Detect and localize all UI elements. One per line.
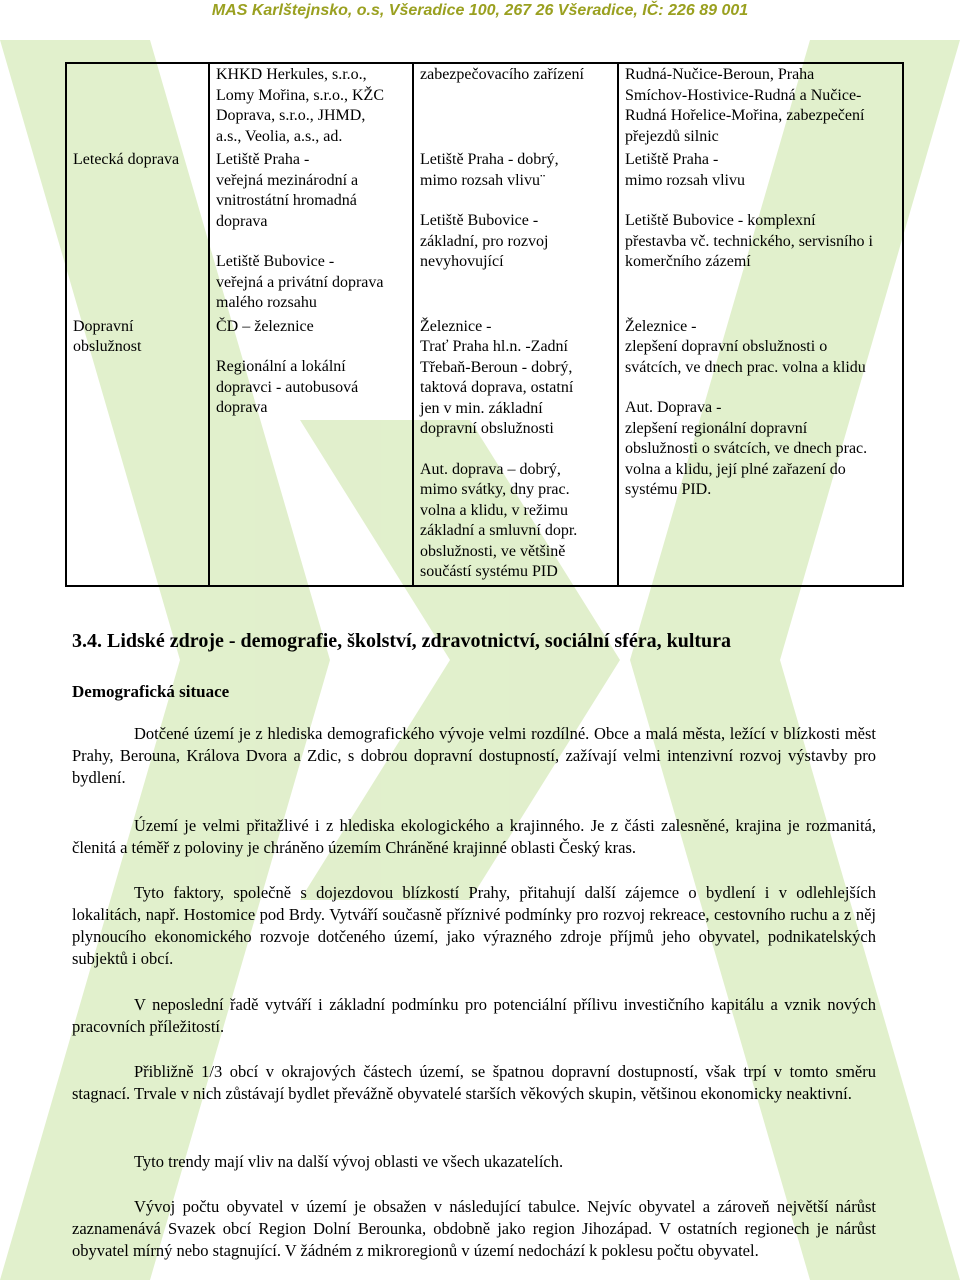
- table-cell: ČD – železnice Regionální a lokální dopravci - autobusová doprava: [209, 316, 413, 586]
- paragraph: Přibližně 1/3 obcí v okrajových částech území, se špatnou dopravní dostupností, však trpí v tomto směru stagnací. Trvale v nich zůstávají bydlet převážně obyvatelé starších věkových skupin, většinou ekonomicky neaktivní.: [72, 1062, 876, 1103]
- table-cell: KHKD Herkules, s.r.o., Lomy Mořina, s.r.o., KŽC Doprava, s.r.o., JHMD, a.s., Veolia, a.s., ad.: [209, 63, 413, 149]
- paragraph: Tyto faktory, společně s dojezdovou blízkostí Prahy, přitahují další zájemce o bydlení i v odlehlejších lokalitách, např. Hostomice pod Brdy. Vytváří současně příznivé podmínky pro rozvoj rekreace, cestovního ruchu a z něj plynoucího ekonomického rozvoje dotčeného území, jako výrazného zdroje příjmů jeho obyvatel, podnikatelských subjektů i obcí.: [72, 883, 876, 968]
- table-cell-category: Dopravní obslužnost: [66, 316, 209, 586]
- table-cell: Letiště Praha - mimo rozsah vlivu Letiště Bubovice - komplexní přestavba vč. technického, servisního i komerčního zázemí: [618, 149, 903, 316]
- table-cell: Železnice - Trať Praha hl.n. -Zadní Třebaň-Beroun - dobrý, taktová doprava, ostatní jen v min. základní dopravní obslužnosti Aut. doprava – dobrý, mimo svátky, dny prac. volna a klidu, v režimu základní a smluvní dopr. obslužnosti, ve většině součástí systému PID: [413, 316, 618, 586]
- table-row: [66, 316, 903, 586]
- paragraph: Tyto trendy mají vliv na další vývoj oblasti ve všech ukazatelích.: [134, 1152, 564, 1171]
- paragraph: Území je velmi přitažlivé i z hlediska ekologického a krajinného. Je z části zalesněné, krajina je rozmanitá, členitá a téměř z poloviny je chráněno územím Chráněné krajinné oblasti Český kras.: [72, 816, 876, 857]
- table-cell: zabezpečovacího zařízení: [413, 63, 618, 149]
- table-cell-category: Letecká doprava: [66, 149, 209, 316]
- section-title: 3.4. Lidské zdroje - demografie, školství, zdravotnictví, sociální sféra, kultura: [72, 630, 732, 652]
- table-cell: Letiště Praha - dobrý, mimo rozsah vlivu¨ Letiště Bubovice - základní, pro rozvoj nevyhovující: [413, 149, 618, 316]
- table-cell: Rudná-Nučice-Beroun, Praha Smíchov-Hostivice-Rudná a Nučice- Rudná Hořelice-Mořina, zabezpečení přejezdů silnic: [618, 63, 903, 149]
- page-header: MAS Karlštejnsko, o.s, Všeradice 100, 267 26 Všeradice, IČ: 226 89 001: [211, 2, 749, 19]
- transport-table: [65, 62, 904, 587]
- subsection-title: Demografická situace: [72, 682, 230, 701]
- paragraph: Dotčené území je z hlediska demografického vývoje velmi rozdílné. Obce a malá města, ležící v blízkosti měst Prahy, Berouna, Králova Dvora a Zdic, s dobrou dopravní dostupností, zažívají velmi intenzivní rozvoj výstavby pro bydlení.: [72, 724, 876, 787]
- table-cell: Letiště Praha - veřejná mezinárodní a vnitrostátní hromadná doprava Letiště Bubovice - veřejná a privátní doprava malého rozsahu: [209, 149, 413, 316]
- table-row: [66, 63, 903, 149]
- paragraph: Vývoj počtu obyvatel v území je obsažen v následující tabulce. Nejvíc obyvatel a zároveň největší nárůst zaznamenává Svazek obcí Region Dolní Berounka, obdobně jako region Jihozápad. V ostatních regionech je nárůst obyvatel mírný nebo stagnující. V žádném z mikroregionů v území nedochází k poklesu počtu obyvatel.: [72, 1197, 876, 1260]
- table-cell: Železnice - zlepšení dopravní obslužnosti o svátcích, ve dnech prac. volna a klidu Aut. Doprava - zlepšení regionální dopravní obslužnosti o svátcích, ve dnech prac. volna a klidu, její plné zařazení do systému PID.: [618, 316, 903, 586]
- table-cell: [66, 63, 209, 149]
- paragraph: V neposlední řadě vytváří i základní podmínku pro potenciální přílivu investičního kapitálu a vznik nových pracovních příležitostí.: [72, 995, 876, 1036]
- table-row: [66, 149, 903, 316]
